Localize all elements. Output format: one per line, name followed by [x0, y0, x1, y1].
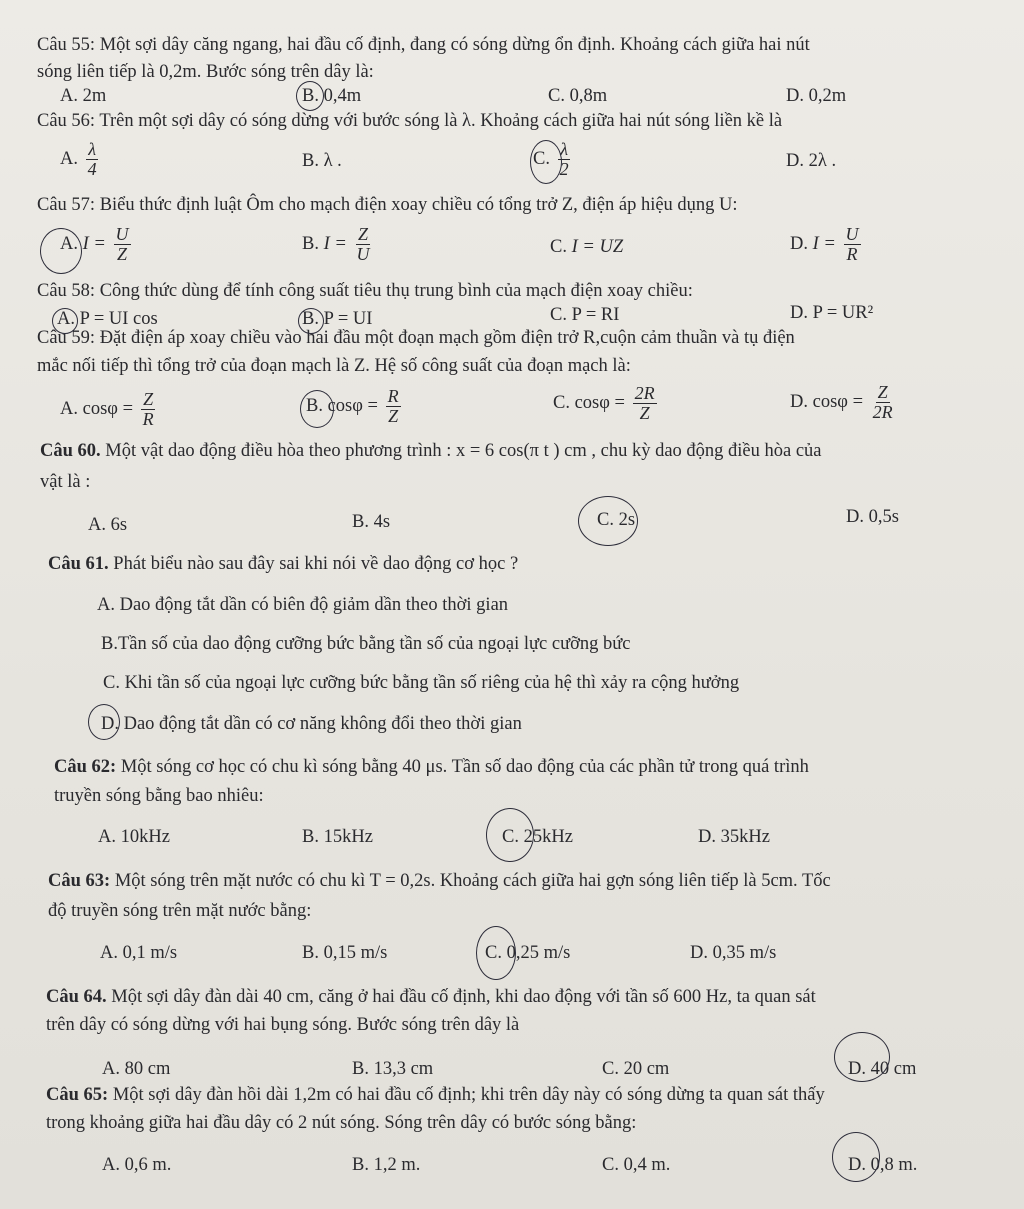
formula-lhs: cosφ =	[812, 391, 864, 412]
question-body: Một vật dao động điều hòa theo phương trình : x = 6 cos(π t ) cm , chu kỳ dao động điều hòa của	[100, 441, 822, 461]
q65-option-c: C. 0,4 m.	[602, 1155, 671, 1175]
fraction-denominator: U	[356, 244, 370, 264]
fraction-numerator: U	[845, 224, 859, 244]
q57-option-b	[302, 225, 375, 264]
question-55-text-cont: sóng liên tiếp là 0,2m. Bước sóng trên dây là:	[37, 62, 374, 82]
fraction-numerator: U	[115, 224, 129, 244]
q62-option-b: B. 15kHz	[302, 827, 373, 847]
q55-option-c: C. 0,8m	[548, 86, 608, 106]
question-number: Câu 64.	[46, 987, 107, 1007]
formula-lhs: cosφ =	[327, 395, 378, 416]
answer-circle-q64	[834, 1032, 890, 1082]
fraction-numerator: λ	[560, 139, 568, 159]
q60-option-c: C. 2s	[597, 510, 636, 530]
formula-lhs: I =	[323, 233, 347, 254]
q56-option-a-fraction	[86, 140, 99, 179]
question-58-text: Câu 58: Công thức dùng để tính công suất tiêu thụ trung bình của mạch điện xoay chiều:	[37, 281, 693, 301]
q62-option-d: D. 35kHz	[698, 827, 770, 847]
q57-option-d-fraction	[844, 225, 861, 264]
question-number: Câu 61.	[48, 554, 109, 574]
q59-option-a	[60, 390, 159, 429]
q57-option-a-fraction	[114, 225, 131, 264]
option-label: D.	[790, 233, 808, 254]
q56-option-d: D. 2λ .	[786, 151, 837, 171]
fraction-numerator: Z	[877, 382, 888, 402]
question-63-text	[48, 870, 831, 892]
q56-option-a	[60, 140, 102, 179]
question-body: Một sợi dây đàn dài 40 cm, căng ở hai đầu cố định, khi dao động với tần số 600 Hz, ta quan sát	[106, 987, 816, 1007]
answer-circle-q61	[88, 704, 120, 740]
answer-circle-q60	[578, 496, 638, 546]
q65-option-b: B. 1,2 m.	[352, 1155, 421, 1175]
question-body: Một sóng trên mặt nước có chu kì T = 0,2s. Khoảng cách giữa hai gợn sóng liên tiếp là 5cm. Tốc	[110, 871, 831, 891]
q62-option-a: A. 10kHz	[98, 827, 170, 847]
question-55-text: Câu 55: Một sợi dây căng ngang, hai đầu cố định, đang có sóng dừng ổn định. Khoảng cách giữa hai nút	[37, 35, 810, 55]
q65-option-d: D. 0,8 m.	[848, 1155, 918, 1175]
option-label: A.	[60, 233, 78, 254]
option-label: A.	[60, 398, 78, 419]
question-64-text	[46, 986, 816, 1008]
question-number: Câu 62:	[54, 757, 117, 777]
question-body: Một sợi dây đàn hồi dài 1,2m có hai đầu cố định; khi trên dây này có sóng dừng ta quan sát thấy	[108, 1085, 825, 1105]
q58-option-d: D. P = UR²	[790, 303, 874, 323]
question-59-text: Câu 59: Đặt điện áp xoay chiều vào hai đầu một đoạn mạch gồm điện trở R,cuộn cảm thuần và tụ điện	[37, 328, 795, 348]
q61-option-a: A. Dao động tắt dần có biên độ giảm dần theo thời gian	[97, 595, 509, 615]
answer-circle-q57	[40, 228, 82, 274]
fraction-numerator: 2R	[634, 383, 655, 403]
q58-option-b: B. P = UI	[302, 309, 373, 329]
q61-option-b: B.Tần số của dao động cưỡng bức bằng tần số của ngoại lực cưỡng bức	[101, 634, 631, 654]
q63-option-b: B. 0,15 m/s	[302, 943, 388, 963]
q63-option-a: A. 0,1 m/s	[100, 943, 178, 963]
question-body: Một sóng cơ học có chu kì sóng bằng 40 μs. Tần số dao động của các phần tử trong quá trình	[116, 757, 809, 777]
q62-option-c: C. 25kHz	[502, 827, 573, 847]
q59-option-d	[790, 383, 898, 422]
q64-option-a: A. 80 cm	[102, 1059, 171, 1079]
question-63-text-cont: độ truyền sóng trên mặt nước bằng:	[48, 901, 312, 921]
fraction-denominator: R	[846, 244, 858, 264]
formula-lhs: I =	[82, 233, 106, 254]
fraction-numerator: Z	[357, 224, 368, 244]
option-label: B.	[306, 395, 323, 416]
question-65-text	[46, 1084, 825, 1106]
formula: I = UZ	[571, 237, 624, 257]
formula-lhs: I =	[812, 233, 836, 254]
formula-lhs: cosφ =	[574, 392, 625, 413]
fraction-denominator: 2R	[872, 402, 893, 422]
answer-circle-q63	[476, 926, 516, 980]
q56-option-a-label: A.	[60, 148, 78, 169]
question-60-text-cont: vật là :	[40, 472, 91, 492]
q61-option-c: C. Khi tần số của ngoại lực cưỡng bức bằng tần số riêng của hệ thì xảy ra cộng hưởng	[103, 673, 740, 693]
fraction-denominator: Z	[117, 244, 128, 264]
question-56-text: Câu 56: Trên một sợi dây có sóng dừng với bước sóng là λ. Khoảng cách giữa hai nút sóng liền kề là	[37, 111, 783, 131]
question-number: Câu 63:	[48, 871, 111, 891]
fraction-denominator: R	[142, 409, 154, 429]
q59-option-b-fraction	[386, 387, 401, 426]
fraction-numerator: Z	[143, 389, 154, 409]
question-65-text-cont: trong khoảng giữa hai đầu dây có 2 nút sóng. Sóng trên dây có bước sóng bằng:	[46, 1113, 637, 1133]
q57-option-d	[790, 225, 864, 264]
q64-option-c: C. 20 cm	[602, 1059, 670, 1079]
answer-circle-q59	[300, 390, 334, 428]
q64-option-b: B. 13,3 cm	[352, 1059, 434, 1079]
q60-option-b: B. 4s	[352, 512, 391, 532]
question-number: Câu 65:	[46, 1085, 109, 1105]
q63-option-c: C. 0,25 m/s	[485, 943, 571, 963]
q55-option-a: A. 2m	[60, 86, 107, 106]
fraction-denominator: Z	[639, 403, 650, 423]
answer-circle-q58-b	[298, 308, 324, 334]
q57-option-b-fraction	[355, 225, 372, 264]
q60-option-d: D. 0,5s	[846, 507, 899, 527]
answer-circle-q58-a	[52, 308, 78, 334]
q55-option-d: D. 0,2m	[786, 86, 847, 106]
q56-option-b: B. λ .	[302, 151, 342, 171]
question-62-text-cont: truyền sóng bằng bao nhiêu:	[54, 786, 264, 806]
fraction-denominator: 4	[87, 159, 97, 179]
q60-option-a: A. 6s	[88, 515, 128, 535]
q61-option-d: D. Dao động tắt dần có cơ năng không đổi theo thời gian	[101, 714, 522, 734]
answer-circle-q65	[832, 1132, 880, 1182]
answer-circle-q55	[296, 81, 324, 111]
q59-option-a-fraction	[141, 390, 156, 429]
question-62-text	[54, 756, 809, 778]
question-57-text: Câu 57: Biểu thức định luật Ôm cho mạch điện xoay chiều có tổng trở Z, điện áp hiệu dụng U:	[37, 195, 738, 215]
fraction-numerator: R	[387, 386, 399, 406]
question-64-text-cont: trên dây có sóng dừng với hai bụng sóng. Bước sóng trên dây là	[46, 1015, 520, 1035]
option-label: C.	[553, 392, 570, 413]
q55-option-b: B. 0,4m	[302, 86, 362, 106]
q58-option-a: A. P = UI cos	[57, 309, 158, 329]
option-label: D.	[790, 391, 808, 412]
q58-option-c: C. P = RI	[550, 305, 620, 325]
option-label: C.	[550, 237, 567, 257]
q57-option-c	[550, 236, 623, 258]
question-61-text	[48, 553, 518, 575]
question-number: Câu 60.	[40, 441, 101, 461]
option-label: B.	[302, 233, 319, 254]
q64-option-d: D. 40 cm	[848, 1059, 917, 1079]
fraction-denominator: Z	[388, 406, 399, 426]
fraction-numerator: λ	[88, 139, 97, 159]
q59-option-c	[553, 384, 660, 423]
q65-option-a: A. 0,6 m.	[102, 1155, 172, 1175]
q63-option-d: D. 0,35 m/s	[690, 943, 777, 963]
question-59-text-cont: mắc nối tiếp thì tổng trở của đoạn mạch là Z. Hệ số công suất của đoạn mạch là:	[37, 356, 631, 376]
fraction-denominator: 2	[559, 159, 569, 179]
question-body: Phát biểu nào sau đây sai khi nói về dao động cơ học ?	[108, 554, 519, 574]
answer-circle-q62	[486, 808, 534, 862]
question-60-text	[40, 440, 822, 462]
q56-option-c-label: C.	[533, 148, 550, 169]
formula-lhs: cosφ =	[82, 398, 134, 419]
q59-option-c-fraction	[633, 384, 657, 423]
q59-option-d-fraction	[871, 383, 895, 422]
answer-circle-q56	[530, 140, 562, 184]
